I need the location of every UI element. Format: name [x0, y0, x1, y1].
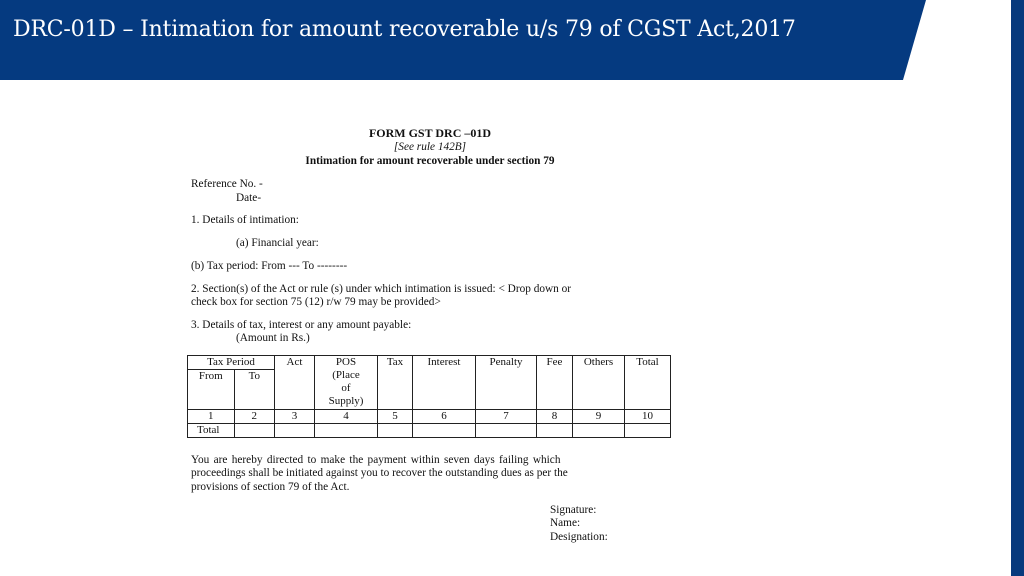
total-cell [234, 424, 274, 438]
closing-line1: You are hereby directed to make the payment within seven days failing which [191, 454, 561, 466]
closing-line2: proceedings shall be initiated against you to recover the outstanding dues as per the [191, 467, 568, 479]
date-label: Date- [236, 192, 262, 204]
col-number: 2 [234, 410, 274, 424]
col-number: 1 [188, 410, 235, 424]
th-from: From [188, 370, 235, 410]
th-pos-line2: (Place [332, 369, 360, 381]
item-3: 3. Details of tax, interest or any amount payable: [191, 319, 412, 331]
col-number: 8 [537, 410, 573, 424]
reference-no: Reference No. - [191, 178, 263, 190]
col-number: 9 [573, 410, 625, 424]
th-fee: Fee [537, 356, 573, 410]
item-2-line1: 2. Section(s) of the Act or rule (s) under which intimation is issued: < Drop down or [191, 283, 572, 295]
total-cell [413, 424, 476, 438]
th-act: Act [275, 356, 315, 410]
th-tax: Tax [378, 356, 413, 410]
total-row-label: Total [188, 424, 235, 438]
col-number: 4 [315, 410, 378, 424]
th-total: Total [625, 356, 671, 410]
total-cell [378, 424, 413, 438]
th-tax-period: Tax Period [188, 356, 275, 370]
item-1: 1. Details of intimation: [191, 214, 299, 226]
th-interest: Interest [413, 356, 476, 410]
right-accent-bar [1011, 0, 1024, 576]
signature-label: Signature: [550, 504, 597, 516]
th-penalty: Penalty [476, 356, 537, 410]
item-1b: (b) Tax period: From --- To -------- [191, 260, 348, 272]
slide-title: DRC-01D – Intimation for amount recoverable u/s 79 of CGST Act,2017 [13, 17, 796, 42]
closing-line3: provisions of section 79 of the Act. [191, 481, 350, 493]
total-cell [275, 424, 315, 438]
th-pos-line1: POS [335, 356, 357, 368]
name-label: Name: [550, 517, 581, 529]
table-total-row [188, 424, 671, 438]
total-cell [315, 424, 378, 438]
form-subheading: Intimation for amount recoverable under section 79 [305, 155, 555, 167]
th-others: Others [573, 356, 625, 410]
form-heading: FORM GST DRC –01D [368, 126, 492, 140]
table-number-row [188, 410, 671, 424]
item-3-unit: (Amount in Rs.) [236, 332, 310, 344]
title-banner [0, 0, 1024, 80]
col-number: 6 [413, 410, 476, 424]
designation-label: Designation: [550, 531, 608, 543]
form-rule-ref: [See rule 142B] [393, 141, 467, 153]
th-pos-line3: of [341, 382, 351, 394]
form-document [180, 120, 680, 550]
item-2-line2: check box for section 75 (12) r/w 79 may be provided> [191, 296, 441, 308]
col-number: 5 [378, 410, 413, 424]
total-cell [537, 424, 573, 438]
th-pos [315, 356, 378, 410]
total-cell [476, 424, 537, 438]
total-cell [573, 424, 625, 438]
th-to: To [234, 370, 274, 410]
col-number: 10 [625, 410, 671, 424]
table-header-row [188, 356, 671, 370]
col-number: 3 [275, 410, 315, 424]
item-1a: (a) Financial year: [236, 237, 319, 249]
col-number: 7 [476, 410, 537, 424]
amount-table [187, 355, 671, 438]
total-cell [625, 424, 671, 438]
th-pos-line4: Supply) [328, 395, 364, 407]
